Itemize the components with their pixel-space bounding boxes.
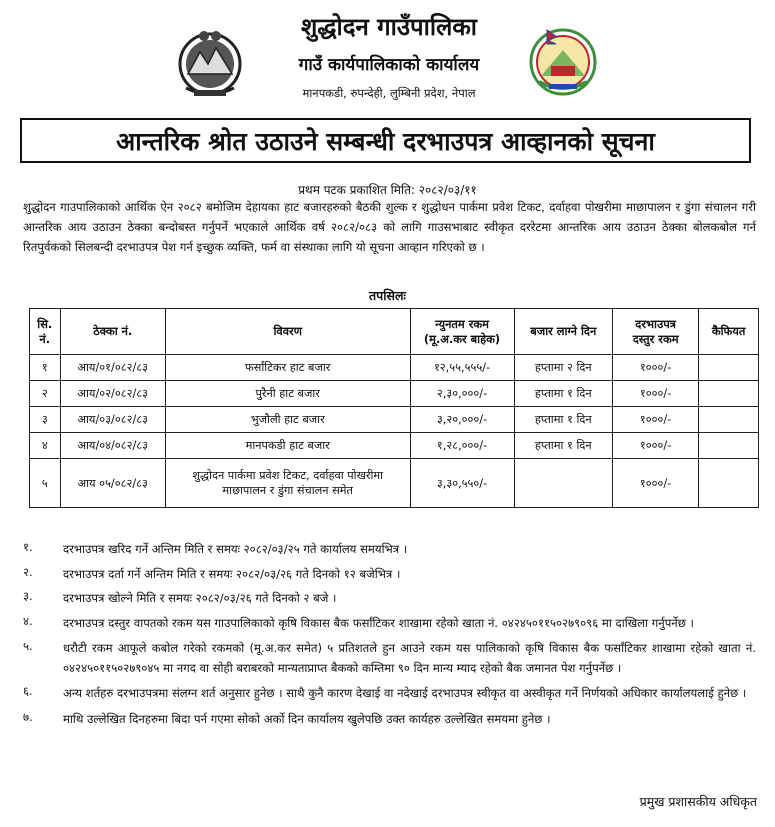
col-header-desc: विवरण [165,309,410,355]
list-item [23,710,756,730]
cell-lot: आय/०४/०८२/८३ [60,433,165,459]
cell-lot: आय/०१/०८२/८३ [60,355,165,381]
term-text: धरौटी रकम आफूले कबोल गरेको रकमको (मू.अ.कर समेत) ५ प्रतिशतले हुन आउने रकम यस पालिकाको कृषि विकास बैक फर्सांटिकर शाखामा रहेको खाता नं. ०४२४५०११५०२७९०४५ मा नगद वा सोही बराबरको मान्यताप्राप्त बैकको कम्तिमा ९० दिन मान्य म्याद रहेको बैक जमानत पेश गर्नुपर्नेछ । [63,641,756,675]
municipality-logo-icon [523,20,603,100]
term-number: २. [23,564,33,579]
list-item [23,684,756,704]
publish-date: प्रथम पटक प्रकाशित मिति: २०८२/०३/११ [298,183,477,197]
cell-lot: आय/०३/०८२/८३ [60,407,165,433]
term-text: दरभाउपत्र खरिद गर्ने अन्तिम मिति र समयः २०८२/०३/२५ गते कार्यालय समयभित्र । [63,542,408,556]
table-row [30,355,759,381]
table-row [30,459,759,508]
cell-remarks [699,459,759,508]
cell-remarks [699,355,759,381]
cell-fee: १०००/- [613,459,699,508]
term-number: ४. [23,613,33,628]
col-header-fee-line1: दरभाउपत्र [635,316,676,331]
col-header-amount [410,309,514,355]
cell-market-day: हप्तामा १ दिन [514,381,612,407]
term-text: दरभाउपत्र खोल्ने मिति र समयः २०८२/०३/२६ गते दिनको २ बजे । [63,591,337,605]
details-heading: तपसिलः [369,288,406,303]
col-header-amount-line2: (मू.अ.कर बाहेक) [423,331,501,346]
col-header-sn: सि. नं. [30,309,61,355]
notice-title: आन्तरिक श्रोत उठाउने सम्बन्धी दरभाउपत्र आव्हानको सूचना [116,126,655,156]
cell-market-day [514,459,612,508]
term-text: माथि उल्लेखित दिनहरुमा बिदा पर्न गएमा सोको अर्को दिन कार्यालय खुलेपछि उक्त कार्यहरु उल्लेखित समयमा हुनेछ । [63,711,551,726]
cell-desc: शुद्धोदन पार्कमा प्रवेश टिकट, दर्वाहवा पोखरीमा माछापालन र डुंगा संचालन समेत [165,459,410,508]
cell-remarks [699,381,759,407]
signature-title: प्रमुख प्रशासकीय अधिकृत [639,794,757,809]
cell-market-day: हप्तामा १ दिन [514,407,612,433]
cell-desc: पुरैनी हाट बजार [165,381,410,407]
cell-desc: फर्सांटिकर हाट बजार [165,355,410,381]
col-header-fee [613,309,699,355]
list-item [23,639,756,678]
col-header-lot: ठेक्का नं. [60,309,165,355]
cell-lot: आय/०२/०८२/८३ [60,381,165,407]
table-row [30,433,759,459]
term-number: ६. [23,684,33,698]
term-text: दरभाउपत्र दस्तुर वापतको रकम यस गाउपालिकाको कृषि विकास बैक फर्सांटिकर शाखामा रहेको खाता नं. ०४२४५०११५०२७९०९६ मा दाखिला गर्नुपर्नेछ । [63,615,694,630]
term-number: ३. [23,589,33,603]
cell-remarks [699,407,759,433]
municipality-name: शुद्धोदन गाउँपालिका [301,13,477,41]
term-text: अन्य शर्तहरु दरभाउपत्रमा संलग्न शर्त अनुसार हुनेछ । साथै कुनै कारण देखाई वा नदेखाई दरभाउपत्र स्वीकृत वा अस्वीकृत गर्ने निर्णयको अधिकार कार्यालयलाई हुनेछ । [63,686,747,700]
list-item [23,589,756,609]
cell-fee: १०००/- [613,433,699,459]
cell-desc: मानपकडी हाट बजार [165,433,410,459]
cell-fee: १०००/- [613,407,699,433]
cell-sn: ३ [30,407,61,433]
cell-amount: १,२८,०००/- [410,433,514,459]
list-item [23,540,756,560]
term-number: ५. [23,639,33,653]
col-header-amount-line1: न्युनतम रकम [435,316,489,331]
cell-sn: २ [30,381,61,407]
intro-paragraph: शुद्धोदन गाउपालिकाको आर्थिक ऐन २०८२ बमोजिम देहायका हाट बजारहरुको बैठकी शुल्क र शुद्धोधन पार्कमा प्रवेश टिकट, दर्वाहवा पोखरीमा माछापालन र डुंगा संचालन गरी आन्तरिक आय उठाउन ठेक्का बन्दोबस्त गर्नुपर्ने भएकाले आर्थिक वर्ष २०८२/०८३ को लागि गाउसभाबाट स्वीकृत दररेटमा आन्तरिक आय उठाउन ठेक्का बोलकबोल गर्न रितपुर्वकको सिलबन्दी दरभाउपत्र पेश गर्न इच्छुक व्यक्ति, फर्म वा संस्थाका लागि यो सूचना आव्हान गरिएको छ । [23,200,756,254]
cell-desc: भुजौली हाट बजार [165,407,410,433]
tender-table [29,308,759,508]
col-header-market-day: बजार लाग्ने दिन [514,309,612,355]
letterhead [0,0,775,112]
col-header-fee-line2: दस्तुर रकम [632,331,679,346]
terms-list [23,540,756,729]
table-header-row [30,309,759,355]
nepal-government-emblem-icon [170,22,250,102]
cell-sn: ४ [30,433,61,459]
list-item [23,614,756,634]
office-name: गाउँ कार्यपालिकाको कार्यालय [298,55,480,75]
cell-sn: १ [30,355,61,381]
term-number: १. [23,540,33,554]
cell-market-day: हप्तामा २ दिन [514,355,612,381]
cell-fee: १०००/- [613,381,699,407]
table-row [30,407,759,433]
cell-lot: आय ०५/०८२/८३ [60,459,165,508]
term-text: दरभाउपत्र दर्ता गर्ने अन्तिम मिति र समयः २०८२/०३/२६ गते दिनको १२ बजेभित्र । [63,566,401,581]
cell-market-day: हप्तामा १ दिन [514,433,612,459]
list-item [23,565,756,585]
notice-title-banner [20,118,751,163]
cell-amount: ३,२०,०००/- [410,407,514,433]
cell-amount: २,३०,०००/- [410,381,514,407]
cell-remarks [699,433,759,459]
cell-amount: १२,५५,५५५/- [410,355,514,381]
table-row [30,381,759,407]
term-number: ७. [23,709,33,724]
office-address: मानपकडी, रुपन्देही, लुम्बिनी प्रदेश, नेपाल [302,86,476,100]
col-header-remarks: कैफियत [699,309,759,355]
cell-sn: ५ [30,459,61,508]
cell-fee: १०००/- [613,355,699,381]
cell-amount: ३,३०,५५०/- [410,459,514,508]
